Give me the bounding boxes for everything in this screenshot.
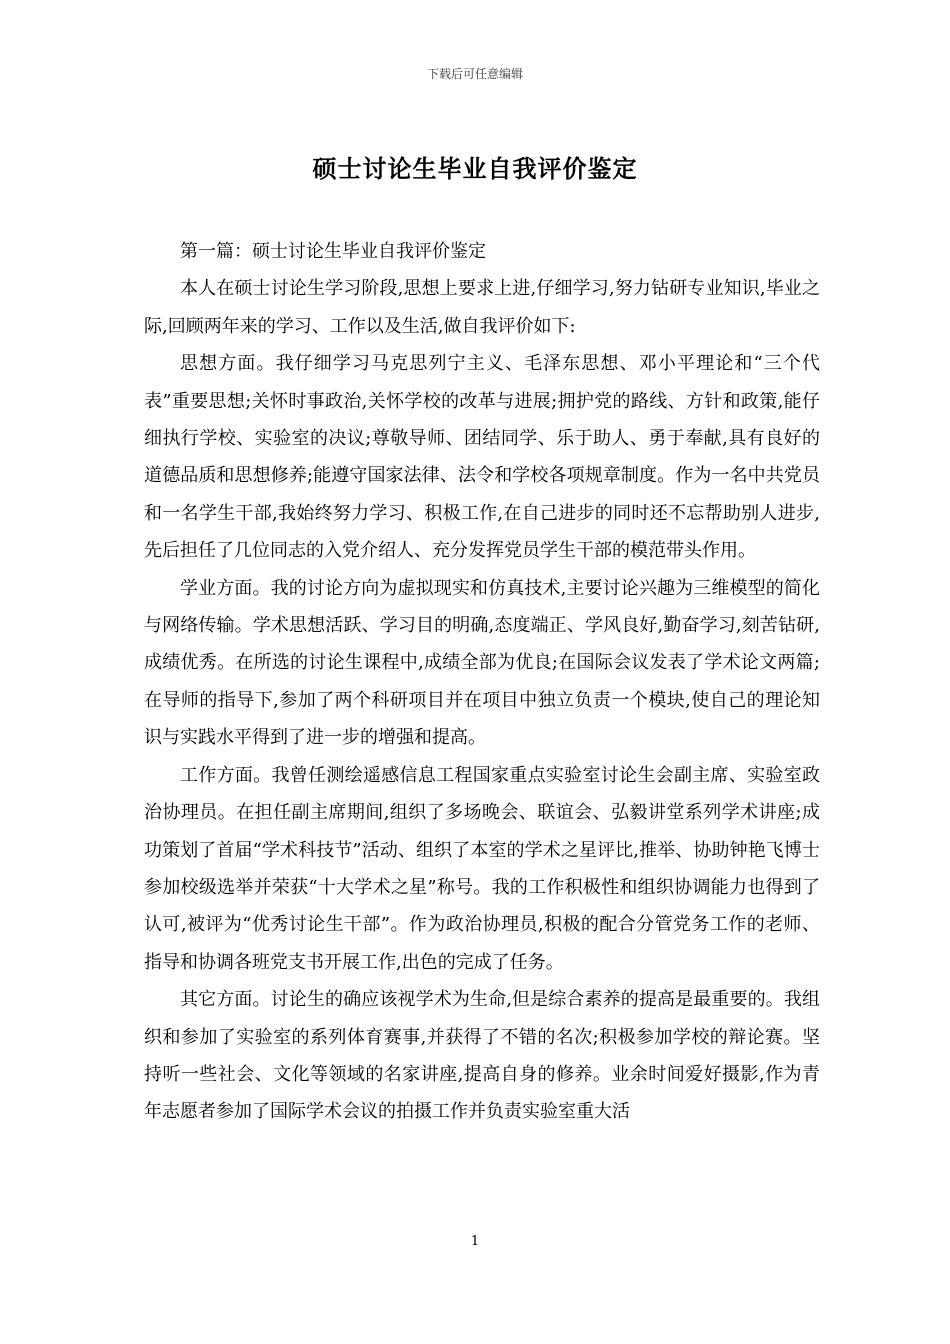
paragraph-work: 工作方面。我曾任测绘遥感信息工程国家重点实验室讨论生会副主席、实验室政治协理员。在担任副主席期间,组织了多场晚会、联谊会、弘毅讲堂系列学术讲座;成功策划了首届“学术科技节”活动、组织了本室的学术之星评比,推举、协助钟艳飞博士参加校级选举并荣获“十大学术之星”称号。我的工作积极性和组织协调能力也得到了认可,被评为“优秀讨论生干部”。作为政治协理员,积极的配合分管党务工作的老师、指导和协调各班党支书开展工作,出色的完成了任务。 [144,764,820,973]
document-body [144,233,820,1131]
paragraph-intro: 本人在硕士讨论生学习阶段,思想上要求上进,仔细学习,努力钻研专业知识,毕业之际,回顾两年来的学习、工作以及生活,做自我评价如下: [144,278,820,337]
section-heading: 第一篇：硕士讨论生毕业自我评价鉴定 [180,241,486,262]
document-title: 硕士讨论生毕业自我评价鉴定 [312,154,638,183]
paragraph-ideology: 思想方面。我仔细学习马克思列宁主义、毛泽东思想、邓小平理论和“三个代表”重要思想;关怀时事政治,关怀学校的改革与进展;拥护党的路线、方针和政策,能仔细执行学校、实验室的决议;尊敬导师、团结同学、乐于助人、勇于奉献,具有良好的道德品质和思想修养;能遵守国家法律、法令和学校各项规章制度。作为一名中共党员和一名学生干部,我始终努力学习、积极工作,在自己进步的同时还不忘帮助别人进步,先后担任了几位同志的入党介绍人、充分发挥党员学生干部的模范带头作用。 [144,353,820,562]
header-note: 下载后可任意编辑 [426,67,523,81]
paragraph-other: 其它方面。讨论生的确应该视学术为生命,但是综合素养的提高是最重要的。我组织和参加了实验室的系列体育赛事,并获得了不错的名次;积极参加学校的辩论赛。坚持听一些社会、文化等领域的名家讲座,提高自身的修养。业余时间爱好摄影,作为青年志愿者参加了国际学术会议的拍摄工作并负责实验室重大活 [144,989,820,1123]
page-number: 1 [470,1234,480,1249]
paragraph-academics: 学业方面。我的讨论方向为虚拟现实和仿真技术,主要讨论兴趣为三维模型的简化与网络传输。学术思想活跃、学习目的明确,态度端正、学风良好,勤奋学习,刻苦钻研,成绩优秀。在所选的讨论生课程中,成绩全部为优良;在国际会议发表了学术论文两篇;在导师的指导下,参加了两个科研项目并在项目中独立负责一个模块,使自己的理论知识与实践水平得到了进一步的增强和提高。 [144,577,820,749]
